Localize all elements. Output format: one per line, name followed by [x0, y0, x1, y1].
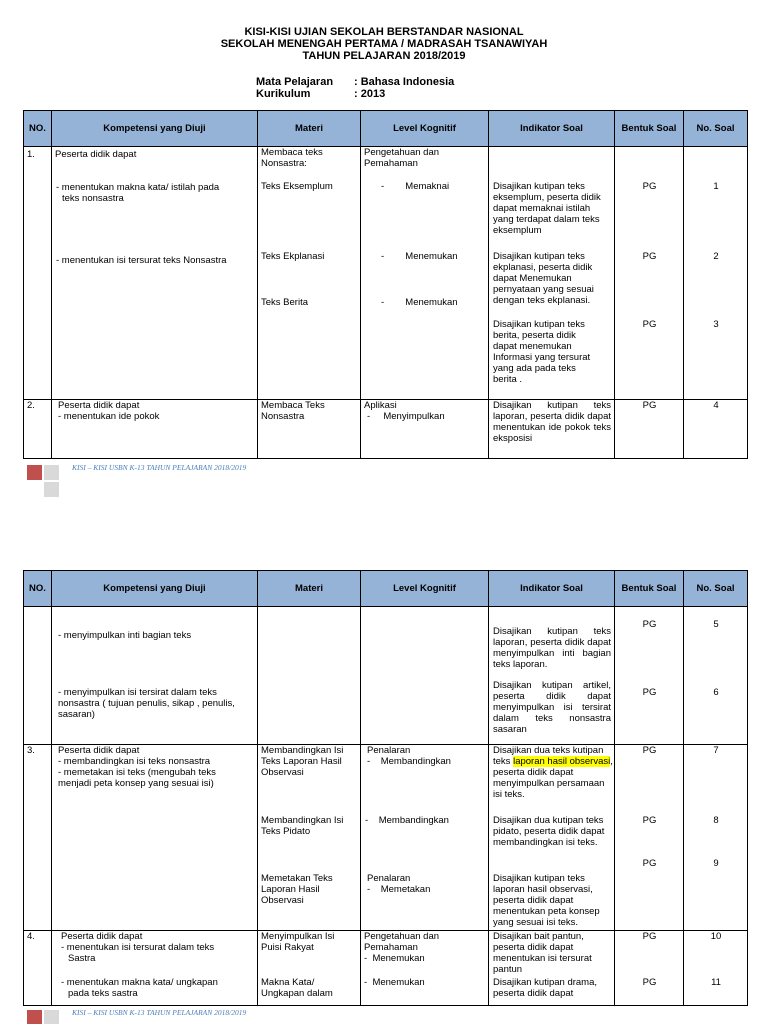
indikator-text: Disajikan kutipan teks laporan, peserta didik dapat menentukan ide pokok teks eksposisi — [493, 400, 611, 444]
no-soal-text: 8 — [713, 815, 719, 826]
kompetensi-text: Sastra — [68, 953, 96, 964]
cell-materi — [258, 607, 361, 745]
cell-materi — [258, 931, 361, 1006]
bentuk-text: PG — [642, 745, 657, 756]
footer-text: KISI – KISI USBN K-13 TAHUN PELAJARAN 2018/2019 — [72, 1008, 247, 1017]
kisi-table-page1 — [23, 110, 748, 459]
kompetensi-text: Peserta didik dapat — [61, 931, 143, 942]
kompetensi-text: - menyimpulkan inti bagian teks — [58, 630, 192, 641]
col-header-bentuk: Bentuk Soal — [615, 571, 684, 607]
doc-title-line3: TAHUN PELAJARAN 2018/2019 — [302, 50, 466, 62]
cell-level — [361, 400, 489, 459]
indikator-text-part: , peserta didik dapat menyimpulkan persamaan isi teks. — [493, 756, 613, 800]
kompetensi-text: - menentukan ide pokok — [58, 411, 160, 422]
cell-kompetensi — [52, 147, 258, 400]
col-header-level: Level Kognitif — [361, 571, 489, 607]
cell-kompetensi — [52, 745, 258, 931]
indikator-text: Disajikan kutipan artikel, peserta didik dapat menyimpulkan isi tersirat dalam teks nonsastra sasaran — [493, 680, 611, 735]
level-text: - Membandingkan — [367, 756, 451, 767]
cell-bentuk — [615, 400, 684, 459]
level-text: - Menemukan — [381, 251, 458, 262]
kompetensi-text: Peserta didik dapat — [58, 400, 140, 411]
kisi-table-page2 — [23, 570, 748, 1006]
level-text: Aplikasi — [364, 400, 397, 411]
cell-no — [24, 147, 52, 400]
cell-indikator — [489, 400, 615, 459]
level-text: - Menemukan — [364, 953, 425, 964]
table-header-row — [24, 571, 748, 607]
materi-text: Membaca teks Nonsastra: — [261, 147, 323, 169]
cell-kompetensi — [52, 931, 258, 1006]
cell-bentuk — [615, 147, 684, 400]
cell-level — [361, 931, 489, 1006]
bentuk-text: PG — [642, 858, 657, 869]
bentuk-text: PG — [642, 687, 657, 698]
kompetensi-text: - menentukan isi tersurat teks Nonsastra — [56, 255, 227, 266]
cell-bentuk — [615, 931, 684, 1006]
bentuk-text: PG — [642, 319, 657, 330]
doc-title-line1: KISI-KISI UJIAN SEKOLAH BERSTANDAR NASIONAL — [244, 26, 524, 38]
subject-label: Mata Pelajaran — [256, 76, 334, 88]
cell-kompetensi — [52, 607, 258, 745]
col-header-kompetensi: Kompetensi yang Diuji — [52, 571, 258, 607]
doc-title-line2: SEKOLAH MENENGAH PERTAMA / MADRASAH TSANAWIYAH — [220, 38, 548, 50]
table-header-row — [24, 111, 748, 147]
cell-kompetensi — [52, 400, 258, 459]
no-soal-text: 11 — [711, 977, 721, 988]
cell-materi — [258, 147, 361, 400]
highlighted-phrase: laporan hasil observasi — [513, 756, 611, 767]
bentuk-text: PG — [642, 181, 657, 192]
cell-no — [24, 607, 52, 745]
indikator-text: Disajikan kutipan teks laporan hasil observasi, peserta didik dapat menentukan peta konsep yang sesuai isi teks. — [493, 873, 600, 928]
table-row — [24, 931, 748, 1006]
table-row — [24, 147, 748, 400]
cell-materi — [258, 400, 361, 459]
table-row — [24, 745, 748, 931]
kompetensi-text: - menentukan makna kata/ istilah pada — [56, 182, 220, 193]
footer-mark-gray — [44, 465, 59, 480]
table-row — [24, 400, 748, 459]
no-soal-text: 6 — [713, 687, 719, 698]
row-number: 1. — [27, 149, 35, 160]
materi-text: Menyimpulkan Isi Puisi Rakyat — [261, 931, 335, 953]
materi-text: Memetakan Teks Laporan Hasil Observasi — [261, 873, 333, 906]
kompetensi-text: - menyimpulkan isi tersirat dalam teks nonsastra ( tujuan penulis, sikap , penulis, sasaran) — [58, 687, 235, 720]
cell-level — [361, 745, 489, 931]
bentuk-text: PG — [642, 619, 657, 630]
footer-mark-red — [27, 1010, 42, 1024]
level-text: - Menemukan — [364, 977, 425, 988]
level-text: - Memetakan — [367, 884, 431, 895]
kompetensi-text: pada teks sastra — [68, 988, 138, 999]
cell-bentuk — [615, 607, 684, 745]
indikator-text — [493, 745, 613, 800]
no-soal-text: 10 — [710, 931, 722, 942]
col-header-no-soal: No. Soal — [684, 111, 748, 147]
footer-mark-gray — [44, 482, 59, 497]
level-text: - Membandingkan — [365, 815, 449, 826]
cell-no-soal — [684, 745, 748, 931]
no-soal-text: 4 — [713, 400, 719, 411]
curriculum-value: : 2013 — [354, 88, 386, 100]
cell-no — [24, 400, 52, 459]
footer-text: KISI – KISI USBN K-13 TAHUN PELAJARAN 2018/2019 — [72, 463, 247, 472]
kompetensi-text: - memetakan isi teks (mengubah teks menjadi peta konsep yang sesuai isi) — [58, 767, 216, 789]
col-header-materi: Materi — [258, 111, 361, 147]
footer-mark-red — [27, 465, 42, 480]
indikator-text: Disajikan kutipan teks ekplanasi, peserta didik dapat Menemukan pernyataan yang sesuai dengan teks ekplanasi. — [493, 251, 594, 306]
materi-text: Membandingkan Isi Teks Pidato — [261, 815, 344, 837]
cell-bentuk — [615, 745, 684, 931]
cell-level — [361, 147, 489, 400]
col-header-level: Level Kognitif — [361, 111, 489, 147]
indikator-text-part: Disajikan dua teks kutipan teks — [493, 745, 604, 767]
kompetensi-text: teks nonsastra — [62, 193, 124, 204]
materi-text: Membandingkan Isi Teks Laporan Hasil Observasi — [261, 745, 344, 778]
no-soal-text: 2 — [713, 251, 719, 262]
bentuk-text: PG — [642, 815, 657, 826]
indikator-text: Disajikan bait pantun, peserta didik dapat menentukan isi tersurat pantun — [493, 931, 592, 975]
indikator-text: Disajikan dua kutipan teks pidato, peserta didik dapat membandingkan isi teks. — [493, 815, 605, 848]
kompetensi-text: - menentukan isi tersurat dalam teks — [61, 942, 215, 953]
cell-no — [24, 745, 52, 931]
cell-indikator — [489, 931, 615, 1006]
cell-no — [24, 931, 52, 1006]
cell-indikator — [489, 745, 615, 931]
level-text: Penalaran — [367, 873, 411, 884]
cell-no-soal — [684, 400, 748, 459]
bentuk-text: PG — [642, 931, 657, 942]
indikator-text: Disajikan kutipan drama, peserta didik dapat — [493, 977, 598, 999]
level-text: Pengetahuan dan Pemahaman — [364, 147, 440, 169]
row-number: 4. — [27, 931, 35, 942]
no-soal-text: 7 — [713, 745, 719, 756]
level-text: - Memaknai — [381, 181, 450, 192]
cell-level — [361, 607, 489, 745]
row-number: 2. — [27, 400, 35, 411]
bentuk-text: PG — [642, 251, 657, 262]
curriculum-label: Kurikulum — [256, 88, 311, 100]
no-soal-text: 3 — [713, 319, 719, 330]
footer-mark-gray — [44, 1010, 59, 1024]
cell-no-soal — [684, 607, 748, 745]
cell-materi — [258, 745, 361, 931]
materi-text: Teks Eksemplum — [261, 181, 333, 192]
kompetensi-text: Peserta didik dapat — [58, 745, 140, 756]
subject-value: : Bahasa Indonesia — [354, 76, 455, 88]
kompetensi-text: - menentukan makna kata/ ungkapan — [61, 977, 218, 988]
level-text: - Menemukan — [381, 297, 458, 308]
level-text: - Menyimpulkan — [367, 411, 445, 422]
cell-no-soal — [684, 931, 748, 1006]
cell-indikator — [489, 147, 615, 400]
col-header-no-soal: No. Soal — [684, 571, 748, 607]
indikator-text: Disajikan kutipan teks laporan, peserta didik dapat menyimpulkan inti bagian teks laporan. — [493, 626, 611, 670]
level-text: Pengetahuan dan Pemahaman — [364, 931, 440, 953]
indikator-text: Disajikan kutipan teks berita, peserta didik dapat menemukan Informasi yang tersurat yang ada pada teks berita . — [493, 319, 591, 385]
col-header-kompetensi: Kompetensi yang Diuji — [52, 111, 258, 147]
cell-no-soal — [684, 147, 748, 400]
col-header-indikator: Indikator Soal — [489, 111, 615, 147]
level-text: Penalaran — [367, 745, 411, 756]
materi-text: Teks Ekplanasi — [261, 251, 325, 262]
no-soal-text: 5 — [713, 619, 719, 630]
no-soal-text: 1 — [713, 181, 719, 192]
col-header-no: NO. — [24, 111, 52, 147]
bentuk-text: PG — [642, 977, 657, 988]
indikator-text: Disajikan kutipan teks eksemplum, peserta didik dapat memaknai istilah yang terdapat dalam teks eksemplum — [493, 181, 601, 236]
kompetensi-text: Peserta didik dapat — [55, 149, 137, 160]
row-number: 3. — [27, 745, 35, 756]
no-soal-text: 9 — [713, 858, 719, 869]
table-row — [24, 607, 748, 745]
materi-text: Membaca Teks Nonsastra — [261, 400, 325, 422]
materi-text: Makna Kata/ Ungkapan dalam — [261, 977, 333, 999]
col-header-indikator: Indikator Soal — [489, 571, 615, 607]
bentuk-text: PG — [642, 400, 657, 411]
cell-indikator — [489, 607, 615, 745]
col-header-bentuk: Bentuk Soal — [615, 111, 684, 147]
materi-text: Teks Berita — [261, 297, 308, 308]
col-header-materi: Materi — [258, 571, 361, 607]
kompetensi-text: - membandingkan isi teks nonsastra — [58, 756, 211, 767]
col-header-no: NO. — [24, 571, 52, 607]
